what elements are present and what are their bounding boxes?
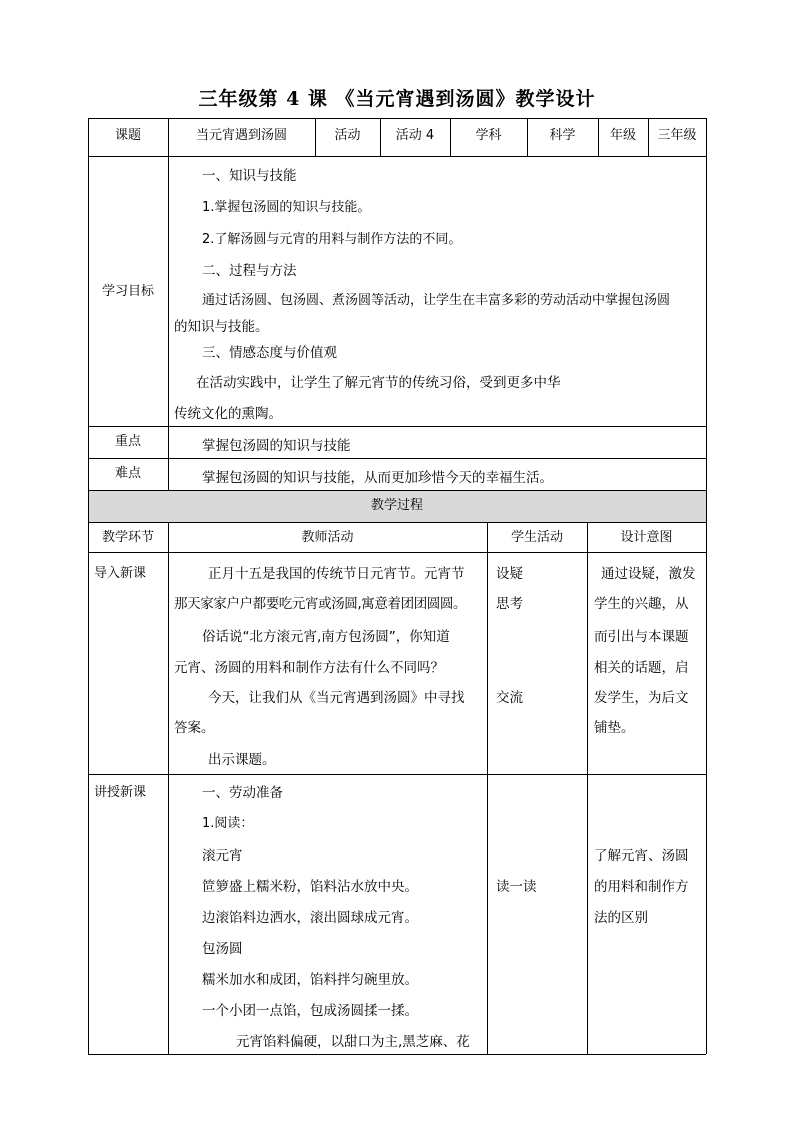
objective-line: 在活动实践中，让学生了解元宵节的传统习俗，受到更多中华	[196, 375, 561, 391]
rule	[88, 552, 706, 553]
label-grade: 年级	[609, 128, 636, 143]
intro-intent-line: 学生的兴趣，从	[594, 596, 689, 612]
column-intent: 设计意图	[620, 530, 673, 545]
rule	[88, 490, 706, 491]
lecture-teacher-line: 滚元宵	[202, 848, 243, 864]
rule	[88, 426, 706, 427]
objective-line: 一、知识与技能	[202, 168, 297, 184]
rule	[88, 156, 706, 157]
lecture-intent-line: 的用料和制作方	[594, 879, 689, 895]
grade-value: 三年级	[657, 128, 697, 143]
rule	[168, 118, 169, 490]
intro-teacher-line: 答案。	[174, 720, 215, 736]
lecture-teacher-line: 元宵馅料偏硬，以甜口为主,黑芝麻、花	[236, 1034, 470, 1050]
intro-student-line: 设疑	[496, 566, 523, 582]
intro-student-line: 交流	[496, 690, 523, 706]
intro-student-line: 思考	[496, 596, 523, 612]
objective-line: 1.掌握包汤圆的知识与技能。	[202, 200, 371, 215]
key-point-text: 掌握包汤圆的知识与技能	[202, 438, 351, 454]
objective-line: 二、过程与方法	[202, 263, 297, 279]
document-title: 三年级第 4 课 《当元宵遇到汤圆》教学设计	[198, 88, 596, 110]
intro-teacher-line: 正月十五是我国的传统节日元宵节。元宵节	[208, 566, 465, 582]
rule	[88, 774, 706, 775]
intro-stage: 导入新课	[94, 566, 147, 581]
intro-intent-line: 铺垫。	[594, 720, 635, 736]
label-activity: 活动	[334, 128, 361, 143]
objective-line: 三、情感态度与价值观	[202, 345, 337, 361]
intro-teacher-line: 那天家家户户都要吃元宵或汤圆,寓意着团团圆圆。	[174, 596, 467, 612]
lecture-teacher-line: 一个小团一点馅，包成汤圆揉一揉。	[202, 1003, 418, 1019]
difficulty-label: 难点	[114, 466, 141, 481]
rule	[88, 522, 706, 523]
rule	[88, 118, 706, 119]
lecture-teacher-line: 笸箩盛上糯米粉，馅料沾水放中央。	[202, 879, 418, 895]
course-name: 当元宵遇到汤圆	[195, 128, 287, 143]
intro-intent-line: 通过设疑，激发	[601, 566, 696, 582]
rule	[706, 118, 707, 1054]
objectives-label: 学习目标	[101, 284, 154, 299]
label-course: 课题	[114, 128, 141, 143]
column-stage: 教学环节	[101, 530, 154, 545]
lecture-intent-line: 了解元宵、汤圆	[594, 848, 689, 864]
intro-intent-line: 而引出与本课题	[594, 629, 689, 645]
lecture-intent-line: 法的区别	[594, 910, 648, 926]
rule	[88, 118, 89, 1054]
lecture-teacher-line: 1.阅读：	[202, 816, 254, 831]
intro-intent-line: 相关的话题，启	[594, 660, 689, 676]
rule	[487, 522, 488, 1054]
intro-teacher-line: 今天，让我们从《当元宵遇到汤圆》中寻找	[208, 690, 465, 706]
rule	[88, 1054, 706, 1055]
subject-value: 科学	[549, 128, 576, 143]
column-student: 学生活动	[510, 530, 563, 545]
process-header: 教学过程	[370, 498, 423, 513]
lecture-student-line: 读一读	[496, 879, 537, 895]
activity-value: 活动 4	[395, 128, 435, 143]
difficulty-text: 掌握包汤圆的知识与技能，从而更加珍惜今天的幸福生活。	[202, 470, 553, 486]
objective-line: 的知识与技能。	[174, 319, 269, 335]
key-point-label: 重点	[114, 434, 141, 449]
intro-teacher-line: 出示课题。	[208, 752, 276, 768]
rule	[587, 522, 588, 1054]
lecture-stage: 讲授新课	[94, 785, 147, 800]
rule	[88, 458, 706, 459]
lecture-teacher-line: 包汤圆	[202, 941, 243, 957]
label-subject: 学科	[475, 128, 502, 143]
objective-line: 传统文化的熏陶。	[174, 406, 282, 422]
objective-line: 通过话汤圆、包汤圆、煮汤圆等活动，让学生在丰富多彩的劳动活动中掌握包汤圆	[202, 293, 671, 308]
lecture-teacher-line: 一、劳动准备	[202, 785, 283, 801]
lecture-teacher-line: 糯米加水和成团，馅料拌匀碗里放。	[202, 972, 418, 988]
intro-teacher-line: 俗话说“北方滚元宵,南方包汤圆”，你知道	[202, 629, 450, 645]
rule	[168, 522, 169, 1054]
objective-line: 2.了解汤圆与元宵的用料与制作方法的不同。	[202, 232, 462, 247]
column-teacher: 教师活动	[301, 530, 354, 545]
lecture-teacher-line: 边滚馅料边洒水，滚出圆球成元宵。	[202, 910, 418, 926]
intro-intent-line: 发学生，为后文	[594, 690, 689, 706]
intro-teacher-line: 元宵、汤圆的用料和制作方法有什么不同吗？	[174, 660, 444, 676]
